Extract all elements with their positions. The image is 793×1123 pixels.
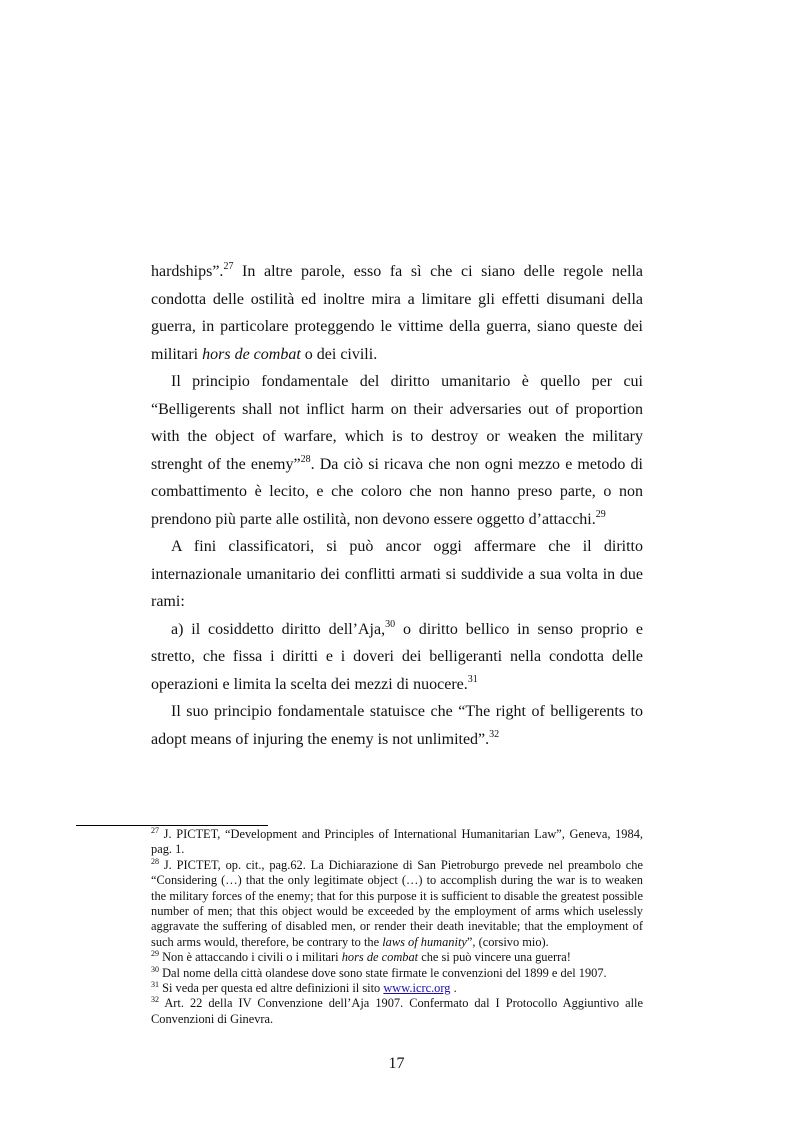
- paragraph-5: [151, 698, 643, 753]
- text-span: Il suo principio fondamentale statuisce che “The right of belligerents to adopt means of injuring the enemy is not unlimited”.: [151, 703, 643, 748]
- footnote-text: Dal nome della città olandese dove sono state firmate le convenzioni del 1899 e del 1907.: [159, 965, 607, 980]
- footnote-text: Art. 22 della IV Convenzione dell’Aja 1907. Confermato dal I Protocollo Aggiuntivo alle Convenzioni di Ginevra.: [151, 996, 643, 1026]
- footnote-30: [151, 966, 643, 981]
- icrc-link[interactable]: www.icrc.org: [383, 981, 451, 996]
- footnote-text: che si può vincere una guerra!: [418, 950, 571, 965]
- footnote-text: Si veda per questa ed altre definizioni il sito: [159, 981, 384, 996]
- text-span: . Da ciò si ricava che non ogni mezzo e metodo di combattimento è lecito, e che coloro che non hanno preso parte, o non prendono più parte alle ostilità, non devono essere oggetto d’attacchi.: [151, 455, 644, 528]
- italic-term: laws of humanity: [382, 934, 467, 949]
- footnotes: [151, 827, 643, 1027]
- footnote-text: J. PICTET, op. cit., pag.62. La Dichiarazione di San Pietroburgo prevede nel preambolo che “Considering (…) that the only legitimate object (…) to accomplish during the war is to weaken the military forces of the enemy; that for this purpose it is sufficient to disable the greatest possible number of men; that this object would be exceeded by the employment of arms which uselessly aggravate the suffering of disabled men, or render their death inevitable; that the employment of such arms would, therefore, be contrary to the: [151, 857, 643, 949]
- footnote-text: .: [450, 981, 457, 996]
- footnote-separator: [76, 825, 268, 826]
- footnote-number: 29: [151, 949, 159, 959]
- text-span: o diritto bellico in senso proprio e stretto, che fissa i diritti e i doveri dei belligeranti nella condotta delle operazioni e limita la scelta dei mezzi di nuocere.: [151, 620, 643, 693]
- paragraph-4: [151, 616, 643, 699]
- footnote-32: [151, 996, 643, 1027]
- footnote-text: J. PICTET, “Development and Principles of International Humanitarian Law”, Geneva, 1984, pag. 1.: [151, 827, 643, 857]
- footnote-29: [151, 950, 643, 965]
- paragraph-1: [151, 258, 643, 368]
- text-span: Il principio fondamentale del diritto umanitario è quello per cui “Belligerents shall not inflict harm on their adversaries out of proportion with the object of warfare, which is to destroy or weaken the military strenght of the enemy”: [151, 373, 643, 473]
- footnote-ref-28[interactable]: 28: [300, 453, 311, 465]
- footnote-number: 28: [151, 856, 159, 866]
- footnote-number: 27: [151, 826, 159, 835]
- footnote-31: [151, 981, 643, 996]
- footnote-text: ”, (corsivo mio).: [466, 934, 549, 949]
- text-span: A fini classificatori, si può ancor oggi affermare che il diritto internazionale umanitario dei conflitti armati si suddivide a sua volta in due rami:: [151, 538, 643, 610]
- text-span: o dei civili.: [300, 345, 378, 363]
- footnote-ref-27[interactable]: 27: [223, 261, 234, 272]
- text-span: In altre parole, esso fa sì che ci siano delle regole nella condotta delle ostilità ed inoltre mira a limitare gli effetti disumani della guerra, in particolare proteggendo le vittime della guerra, siano queste dei militari: [151, 263, 643, 363]
- text-span: a) il cosiddetto diritto dell’Aja,: [171, 620, 386, 638]
- paragraph-3: [151, 533, 643, 616]
- footnote-ref-31[interactable]: 31: [467, 673, 478, 685]
- footnote-28: [151, 858, 643, 950]
- footnote-number: 32: [151, 995, 159, 1005]
- text-span: hardships”.: [151, 263, 224, 280]
- footnote-number: 30: [151, 964, 159, 974]
- footnote-text: Non è attaccando i civili o i militari: [159, 950, 342, 965]
- footnote-ref-32[interactable]: 32: [489, 728, 500, 740]
- paragraph-2: [151, 368, 643, 533]
- footnote-27: [151, 827, 643, 858]
- italic-term: hors de combat: [341, 950, 419, 965]
- footnote-ref-30[interactable]: 30: [385, 618, 396, 630]
- main-text: [151, 258, 643, 753]
- page-number: 17: [388, 1055, 405, 1072]
- italic-term: hors de combat: [202, 345, 301, 363]
- footnote-number: 31: [151, 980, 159, 990]
- footnote-ref-29[interactable]: 29: [595, 508, 606, 520]
